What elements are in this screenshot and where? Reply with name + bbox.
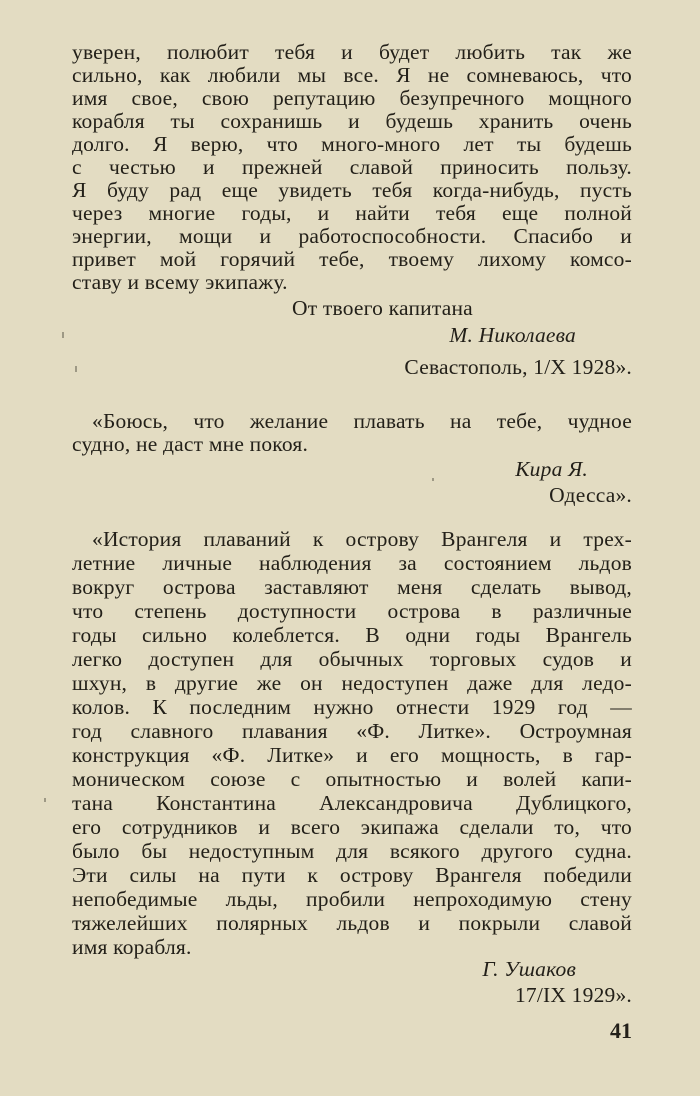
signature-name: Г. Ушаков xyxy=(482,957,576,981)
text-line: сильно, как любили мы все. Я не сомневаюсь, что xyxy=(72,63,632,87)
text-line: привет мой горячий тебе, твоему лихому комсо- xyxy=(72,247,632,271)
text-line: уверен, полюбит тебя и будет любить так же xyxy=(72,40,632,64)
text-line: вокруг острова заставляют меня сделать вывод, xyxy=(72,575,632,599)
text-line: через многие годы, и найти тебя еще полной xyxy=(72,201,632,225)
signature-place: Одесса». xyxy=(549,483,632,507)
print-speck xyxy=(432,478,434,481)
signature-place-date: Севастополь, 1/X 1928». xyxy=(404,355,632,379)
text-line: Эти силы на пути к острову Врангеля победили xyxy=(72,863,632,887)
text-line: его сотрудников и всего экипажа сделали то, что xyxy=(72,815,632,839)
text-line: имя корабля. xyxy=(72,935,192,959)
text-line: с честью и прежней славой приносить пользу. xyxy=(72,155,632,179)
text-line: «Боюсь, что желание плавать на тебе, чудное xyxy=(92,409,632,433)
text-line: колов. К последним нужно отнести 1929 год — xyxy=(72,695,632,719)
signature-name: Кира Я. xyxy=(515,457,588,481)
print-speck xyxy=(62,332,64,338)
text-line: имя свое, свою репутацию безупречного мощного xyxy=(72,86,632,110)
text-line: тяжелейших полярных льдов и покрыли славой xyxy=(72,911,632,935)
signature-date: 17/IX 1929». xyxy=(514,983,632,1007)
text-line: моническом союзе с опытностью и волей капи- xyxy=(72,767,632,791)
text-line: судно, не даст мне покоя. xyxy=(72,432,309,456)
text-line: энергии, мощи и работоспособности. Спасибо и xyxy=(72,224,632,248)
text-line: что степень доступности острова в различные xyxy=(72,599,632,623)
text-line: годы сильно колеблется. В одни годы Врангель xyxy=(72,623,632,647)
text-line: долго. Я верю, что много-много лет ты будешь xyxy=(72,132,632,156)
signature-name: М. Николаева xyxy=(449,323,576,347)
signature-from: От твоего капитана xyxy=(292,296,473,320)
text-line: тана Константина Александровича Дублицкого, xyxy=(72,791,632,815)
text-line: шхун, в другие же он недоступен даже для ледо- xyxy=(72,671,632,695)
text-line: легко доступен для обычных торговых судов и xyxy=(72,647,632,671)
text-line: ставу и всему экипажу. xyxy=(72,270,288,294)
text-line: непобедимые льды, пробили непроходимую стену xyxy=(72,887,632,911)
print-speck xyxy=(75,366,77,372)
page-number: 41 xyxy=(610,1018,632,1043)
text-line: конструкция «Ф. Литке» и его мощность, в гар- xyxy=(72,743,632,767)
text-line: «История плаваний к острову Врангеля и трех- xyxy=(92,527,632,551)
text-line: год славного плавания «Ф. Литке». Остроумная xyxy=(72,719,632,743)
text-line: Я буду рад еще увидеть тебя когда-нибудь, пусть xyxy=(72,178,632,202)
text-line: корабля ты сохранишь и будешь хранить очень xyxy=(72,109,632,133)
print-speck xyxy=(44,798,46,802)
text-line: было бы недоступным для всякого другого судна. xyxy=(72,839,632,863)
text-line: летние личные наблюдения за состоянием льдов xyxy=(72,551,632,575)
